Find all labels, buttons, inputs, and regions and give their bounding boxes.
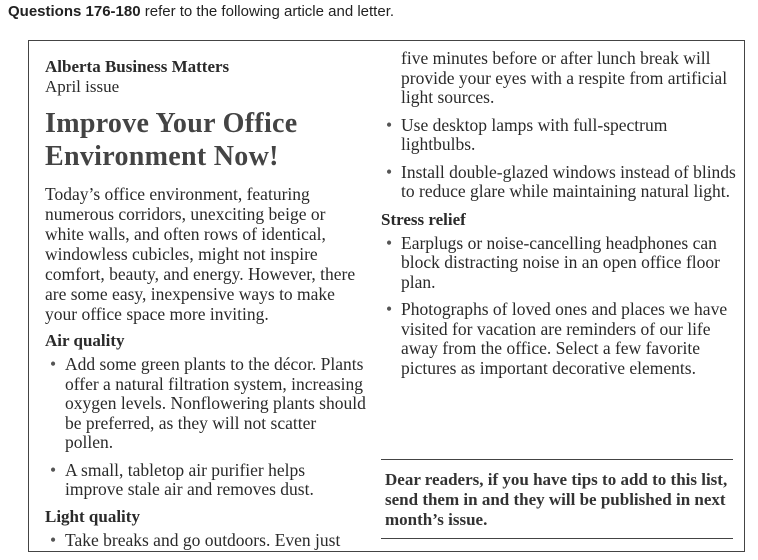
stress-relief-list: [381, 234, 739, 379]
list-item: • Use desktop lamps with full-spectrum lightbulbs.: [381, 116, 739, 155]
light-quality-list-start: [45, 531, 367, 551]
light-quality-list: [381, 116, 739, 202]
question-instruction: refer to the following article and letter.: [140, 3, 395, 20]
stress-relief-heading: Stress relief: [381, 209, 466, 229]
list-item: • Earplugs or noise-cancelling headphones can block distracting noise in an open office floor plan.: [381, 234, 739, 293]
light-quality-heading: Light quality: [45, 506, 140, 526]
readers-note: Dear readers, if you have tips to add to this list, send them in and they will be published in next month’s issue.: [381, 459, 733, 539]
article-right-column: [381, 49, 739, 386]
list-item: • Install double-glazed windows instead of blinds to reduce glare while maintaining natural light.: [381, 163, 739, 202]
article-frame: [28, 40, 745, 552]
article-left-column: [45, 57, 367, 558]
intro-paragraph: Today’s office environment, featuring numerous corridors, unexciting beige or white walls, and often rows of identical, windowless cubicles, might not inspire comfort, beauty, and energy. However, there are some easy, inexpensive ways to make your office space more inviting.: [45, 184, 356, 324]
article-title: [45, 107, 367, 173]
list-item: • Add some green plants to the décor. Plants offer a natural filtration system, increasing oxygen levels. Nonflowering plants should be preferred, as they will not scatter pollen.: [45, 355, 367, 453]
publication-name: Alberta Business Matters: [45, 57, 230, 76]
question-range: Questions 176-180: [8, 3, 141, 20]
air-quality-heading: Air quality: [45, 331, 125, 350]
title-line-2: Environment Now!: [45, 141, 279, 172]
question-header: [8, 3, 394, 20]
title-line-1: Improve Your Office: [45, 108, 298, 139]
list-item-continuation: five minutes before or after lunch break will provide your eyes with a respite from artificial light sources.: [401, 48, 728, 107]
issue-label: April issue: [45, 77, 120, 96]
list-item: • Take breaks and go outdoors. Even just: [45, 531, 367, 551]
air-quality-list: [45, 355, 367, 500]
list-item: • A small, tabletop air purifier helps improve stale air and removes dust.: [45, 461, 367, 500]
list-item: • Photographs of loved ones and places we have visited for vacation are reminders of our life away from the office. Select a few favorite pictures as important decorative elements.: [381, 300, 739, 378]
